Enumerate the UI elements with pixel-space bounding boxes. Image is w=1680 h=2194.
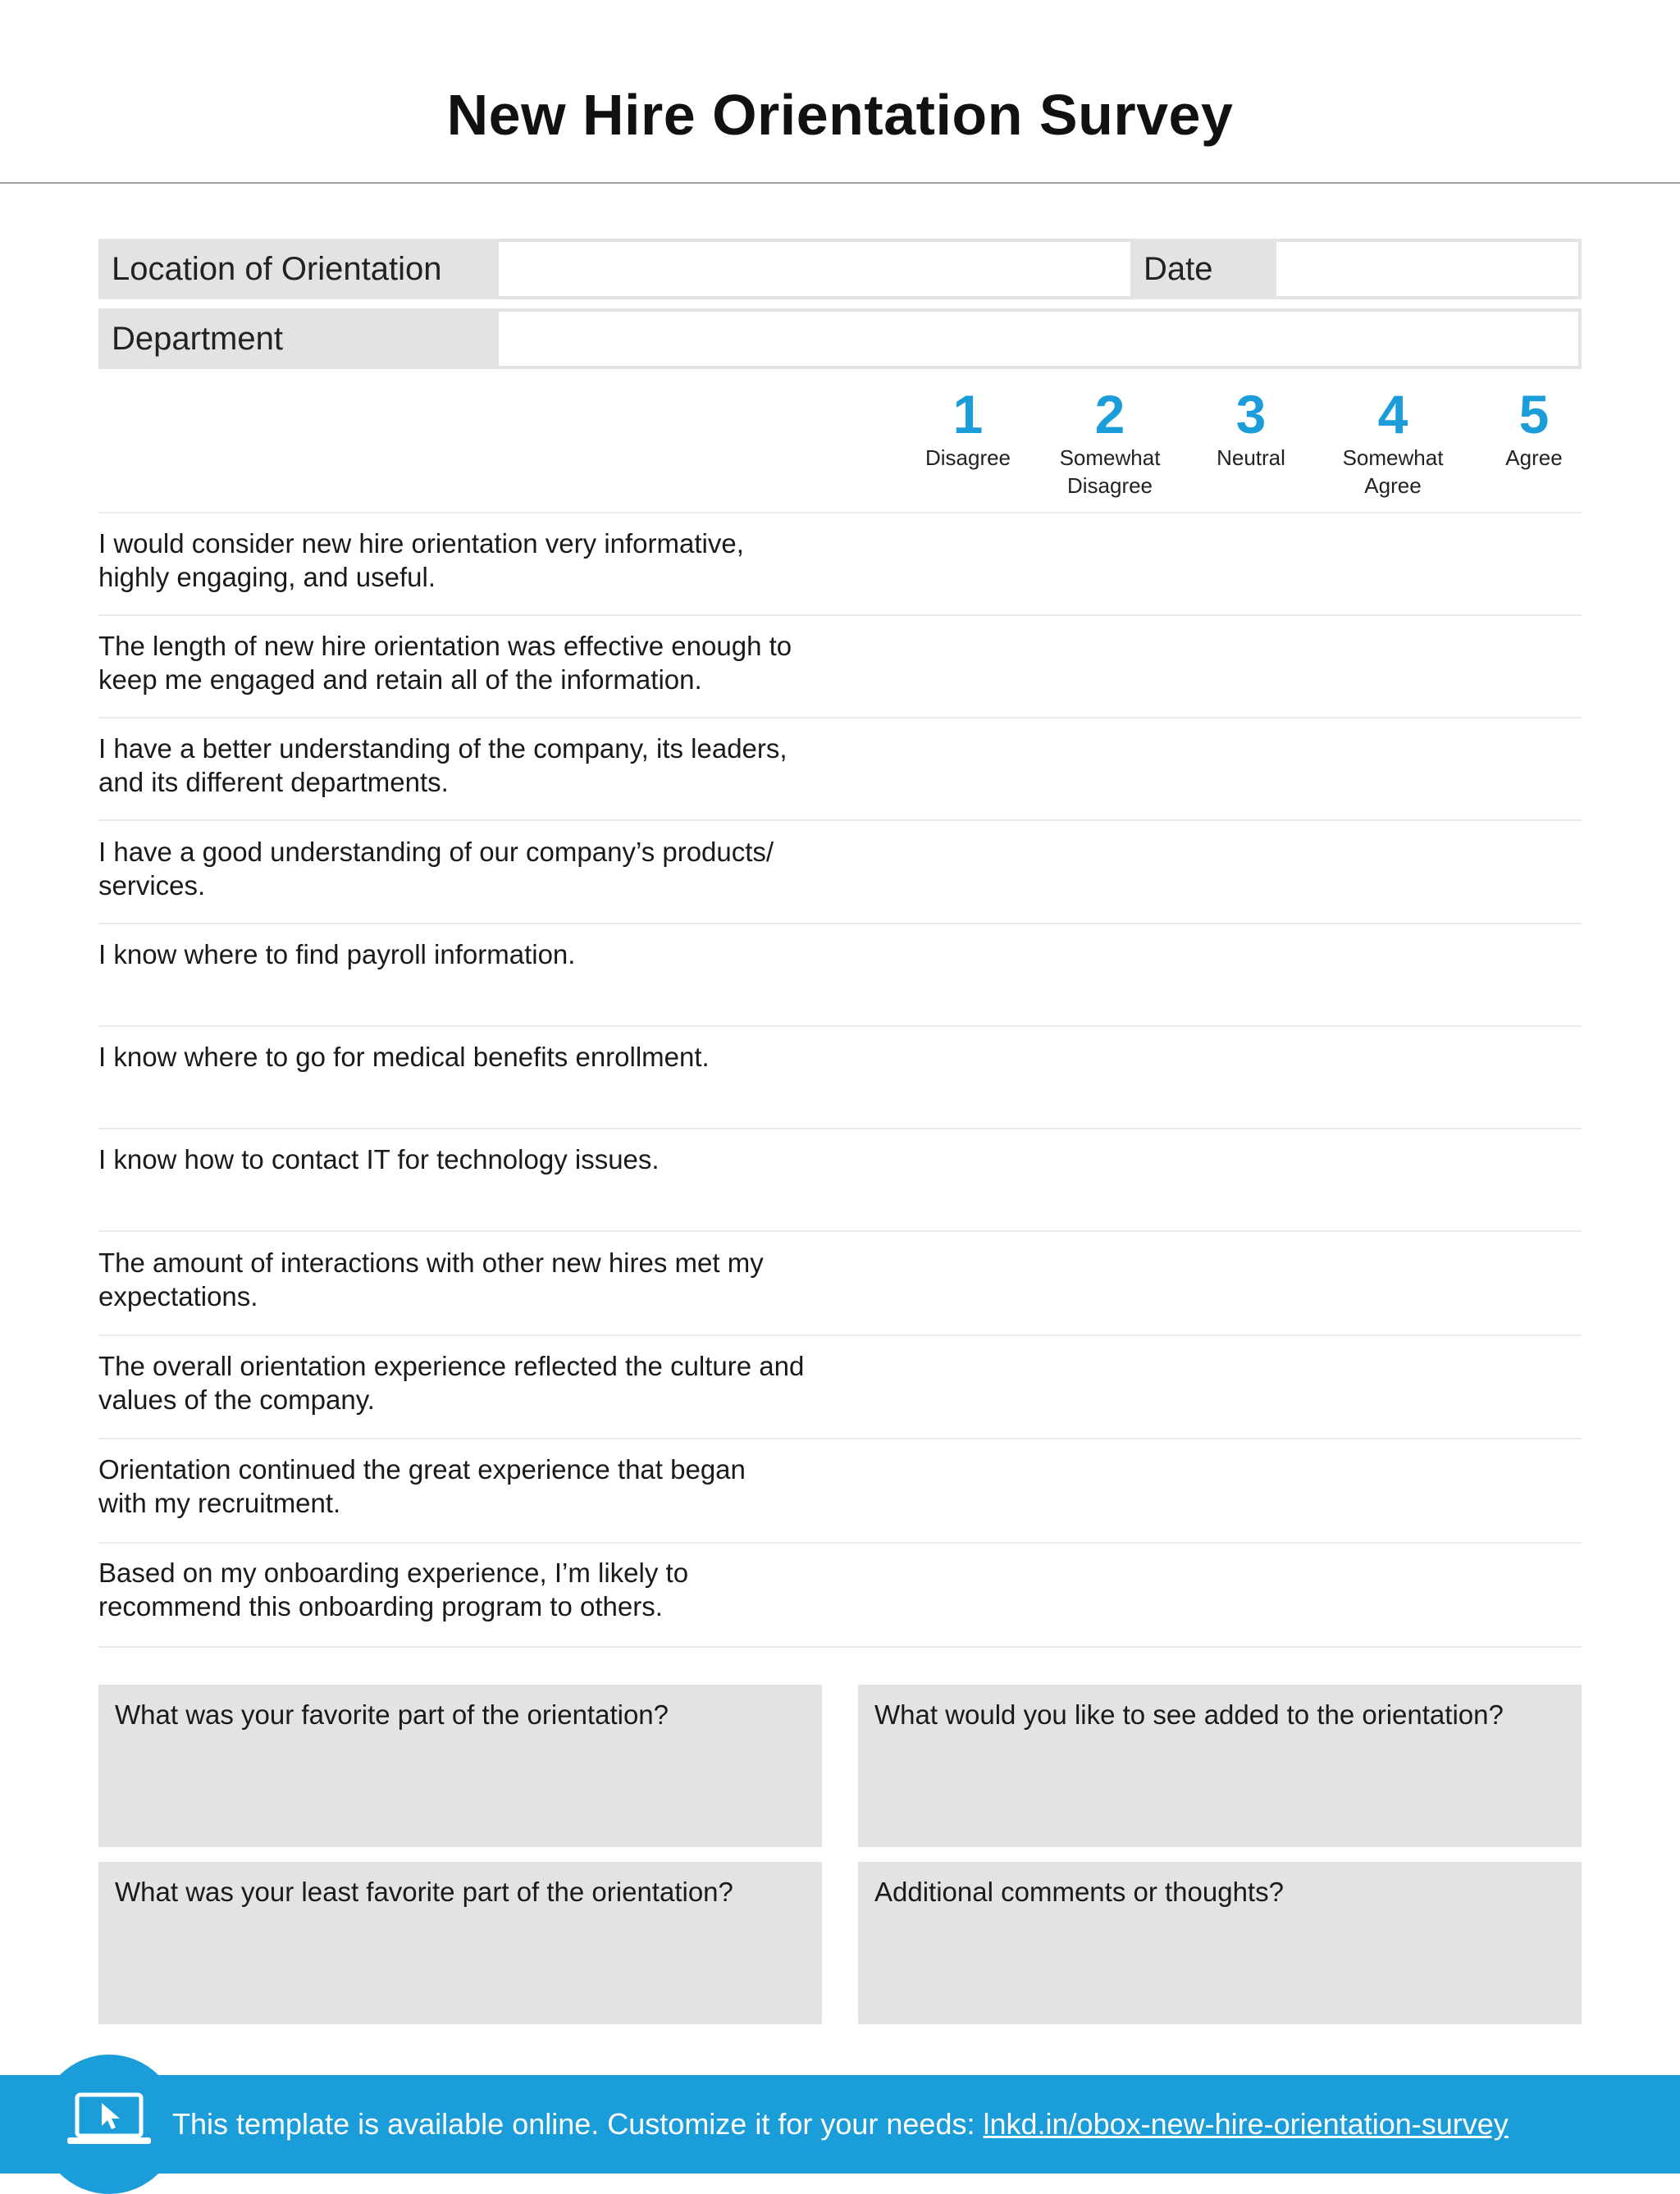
date-field[interactable] xyxy=(1273,239,1582,299)
favorite-part-box[interactable] xyxy=(98,1685,822,1847)
scale-label: Neutral xyxy=(1217,445,1285,470)
question-line: keep me engaged and retain all of the information. xyxy=(98,664,702,695)
scale-label: Somewhat xyxy=(1342,445,1444,470)
scale-label: Somewhat xyxy=(1059,445,1161,470)
question-line: I have a better understanding of the company, its leaders, xyxy=(98,733,788,764)
scale-label: Agree xyxy=(1364,473,1422,498)
question-row xyxy=(98,1143,853,1176)
question-line: The length of new hire orientation was effective enough to xyxy=(98,631,792,661)
row-divider xyxy=(98,923,1582,924)
question-line: recommend this onboarding program to others. xyxy=(98,1591,663,1622)
question-row xyxy=(98,527,853,594)
row-divider xyxy=(98,512,1582,513)
question-line: The amount of interactions with other new hires met my xyxy=(98,1248,764,1278)
added-content-question: What would you like to see added to the orientation? xyxy=(874,1699,1504,1730)
additional-comments-question: Additional comments or thoughts? xyxy=(874,1877,1284,1907)
question-line: The overall orientation experience reflected the culture and xyxy=(98,1351,805,1381)
footer-link[interactable]: lnkd.in/obox-new-hire-orientation-survey xyxy=(983,2107,1509,2141)
row-divider xyxy=(98,1438,1582,1439)
scale-option-2 xyxy=(1036,385,1184,499)
question-line: I know where to find payroll information. xyxy=(98,939,576,969)
scale-number: 3 xyxy=(1235,384,1267,445)
question-row xyxy=(98,1246,853,1313)
scale-option-5 xyxy=(1460,385,1608,472)
question-line: expectations. xyxy=(98,1281,258,1311)
location-label: Location of Orientation xyxy=(98,239,495,299)
scale-option-1 xyxy=(894,385,1042,472)
added-content-box[interactable] xyxy=(858,1685,1582,1847)
row-divider xyxy=(98,1230,1582,1232)
row-divider xyxy=(98,1542,1582,1544)
scale-number: 2 xyxy=(1094,384,1125,445)
scale-number: 1 xyxy=(952,384,984,445)
scale-label: Disagree xyxy=(924,445,1011,470)
question-line: I know how to contact IT for technology issues. xyxy=(98,1144,660,1175)
least-favorite-box[interactable] xyxy=(98,1862,822,2024)
location-field[interactable] xyxy=(495,239,1221,299)
row-divider xyxy=(98,1025,1582,1027)
footer-message xyxy=(172,2106,1509,2142)
date-label: Date xyxy=(1130,239,1273,299)
question-line: values of the company. xyxy=(98,1384,375,1415)
question-row xyxy=(98,629,853,696)
row-divider xyxy=(98,1646,1582,1648)
scale-label: Disagree xyxy=(1066,473,1153,498)
question-line: and its different departments. xyxy=(98,767,449,797)
question-line: I would consider new hire orientation very informative, xyxy=(98,528,744,559)
question-row xyxy=(98,1349,853,1416)
row-divider xyxy=(98,819,1582,821)
row-divider xyxy=(98,614,1582,616)
question-line: highly engaging, and useful. xyxy=(98,562,436,592)
question-line: I have a good understanding of our company’s products/ xyxy=(98,837,774,867)
question-line: services. xyxy=(98,870,206,901)
page-title: New Hire Orientation Survey xyxy=(446,83,1234,147)
question-line: Based on my onboarding experience, I’m likely to xyxy=(98,1558,689,1588)
scale-number: 5 xyxy=(1518,384,1550,445)
favorite-part-question: What was your favorite part of the orientation? xyxy=(115,1699,669,1730)
footer-text: This template is available online. Customize it for your needs: xyxy=(172,2107,984,2141)
question-line: with my recruitment. xyxy=(98,1488,341,1518)
row-divider xyxy=(98,1334,1582,1336)
department-label: Department xyxy=(98,308,495,369)
least-favorite-question: What was your least favorite part of the orientation? xyxy=(115,1877,733,1907)
scale-label: Agree xyxy=(1505,445,1563,470)
row-divider xyxy=(98,1128,1582,1129)
question-row xyxy=(98,732,853,799)
laptop-cursor-icon xyxy=(66,2090,153,2147)
title-divider xyxy=(0,182,1680,184)
question-row xyxy=(98,1453,853,1520)
scale-option-4 xyxy=(1319,385,1467,499)
scale-number: 4 xyxy=(1377,384,1408,445)
scale-option-3 xyxy=(1177,385,1325,472)
question-row xyxy=(98,937,853,971)
department-field[interactable] xyxy=(495,308,1582,369)
question-row xyxy=(98,835,853,902)
row-divider xyxy=(98,717,1582,718)
question-line: Orientation continued the great experience that began xyxy=(98,1454,746,1485)
question-row xyxy=(98,1556,853,1623)
question-row xyxy=(98,1040,853,1074)
additional-comments-box[interactable] xyxy=(858,1862,1582,2024)
question-line: I know where to go for medical benefits enrollment. xyxy=(98,1042,710,1072)
